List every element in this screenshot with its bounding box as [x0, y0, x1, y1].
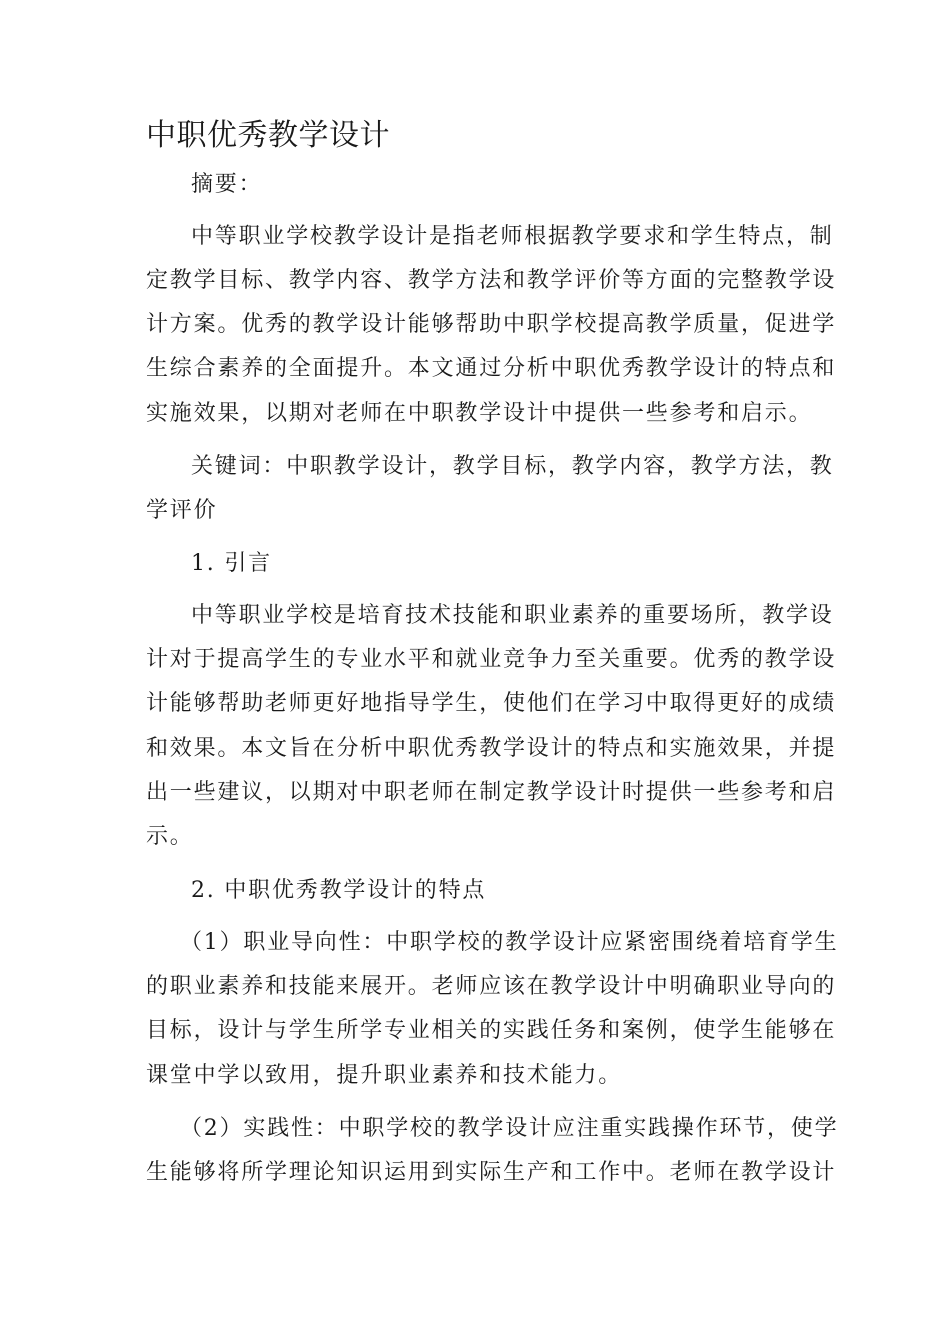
abstract-line: 中等职业学校教学设计是指老师根据教学要求和学生特点，制: [191, 224, 834, 249]
introduction-line: 示。: [146, 824, 194, 849]
feature-vocational-line: 课堂中学以致用，提升职业素养和技术能力。: [146, 1063, 623, 1088]
section-heading-features: 2. 中职优秀教学设计的特点: [191, 878, 487, 903]
feature-vocational-line: 目标，设计与学生所学专业相关的实践任务和案例，使学生能够在: [146, 1018, 837, 1043]
keywords-line: 学评价: [146, 498, 218, 523]
abstract-line: 定教学目标、教学内容、教学方法和教学评价等方面的完整教学设: [146, 268, 837, 293]
keywords-line: 关键词：中职教学设计，教学目标，教学内容，教学方法，教: [191, 454, 834, 479]
abstract-heading: 摘要：: [191, 172, 263, 197]
feature-vocational-line: （1）职业导向性：中职学校的教学设计应紧密围绕着培育学生: [180, 930, 839, 955]
feature-practical-line: （2）实践性：中职学校的教学设计应注重实践操作环节，使学: [180, 1116, 839, 1141]
feature-vocational-line: 的职业素养和技能来展开。老师应该在教学设计中明确职业导向的: [146, 974, 837, 999]
feature-practical-line: 生能够将所学理论知识运用到实际生产和工作中。老师在教学设计: [146, 1160, 837, 1185]
abstract-line: 实施效果，以期对老师在中职教学设计中提供一些参考和启示。: [146, 401, 813, 426]
abstract-line: 生综合素养的全面提升。本文通过分析中职优秀教学设计的特点和: [146, 356, 837, 381]
document-title: 中职优秀教学设计: [146, 118, 390, 153]
introduction-line: 计对于提高学生的专业水平和就业竞争力至关重要。优秀的教学设: [146, 647, 837, 672]
section-heading-introduction: 1. 引言: [191, 551, 272, 576]
introduction-line: 计能够帮助老师更好地指导学生，使他们在学习中取得更好的成绩: [146, 691, 837, 716]
introduction-line: 中等职业学校是培育技术技能和职业素养的重要场所，教学设: [191, 603, 834, 628]
introduction-line: 出一些建议，以期对中职老师在制定教学设计时提供一些参考和启: [146, 780, 837, 805]
abstract-line: 计方案。优秀的教学设计能够帮助中职学校提高教学质量，促进学: [146, 312, 837, 337]
introduction-line: 和效果。本文旨在分析中职优秀教学设计的特点和实施效果，并提: [146, 736, 837, 761]
